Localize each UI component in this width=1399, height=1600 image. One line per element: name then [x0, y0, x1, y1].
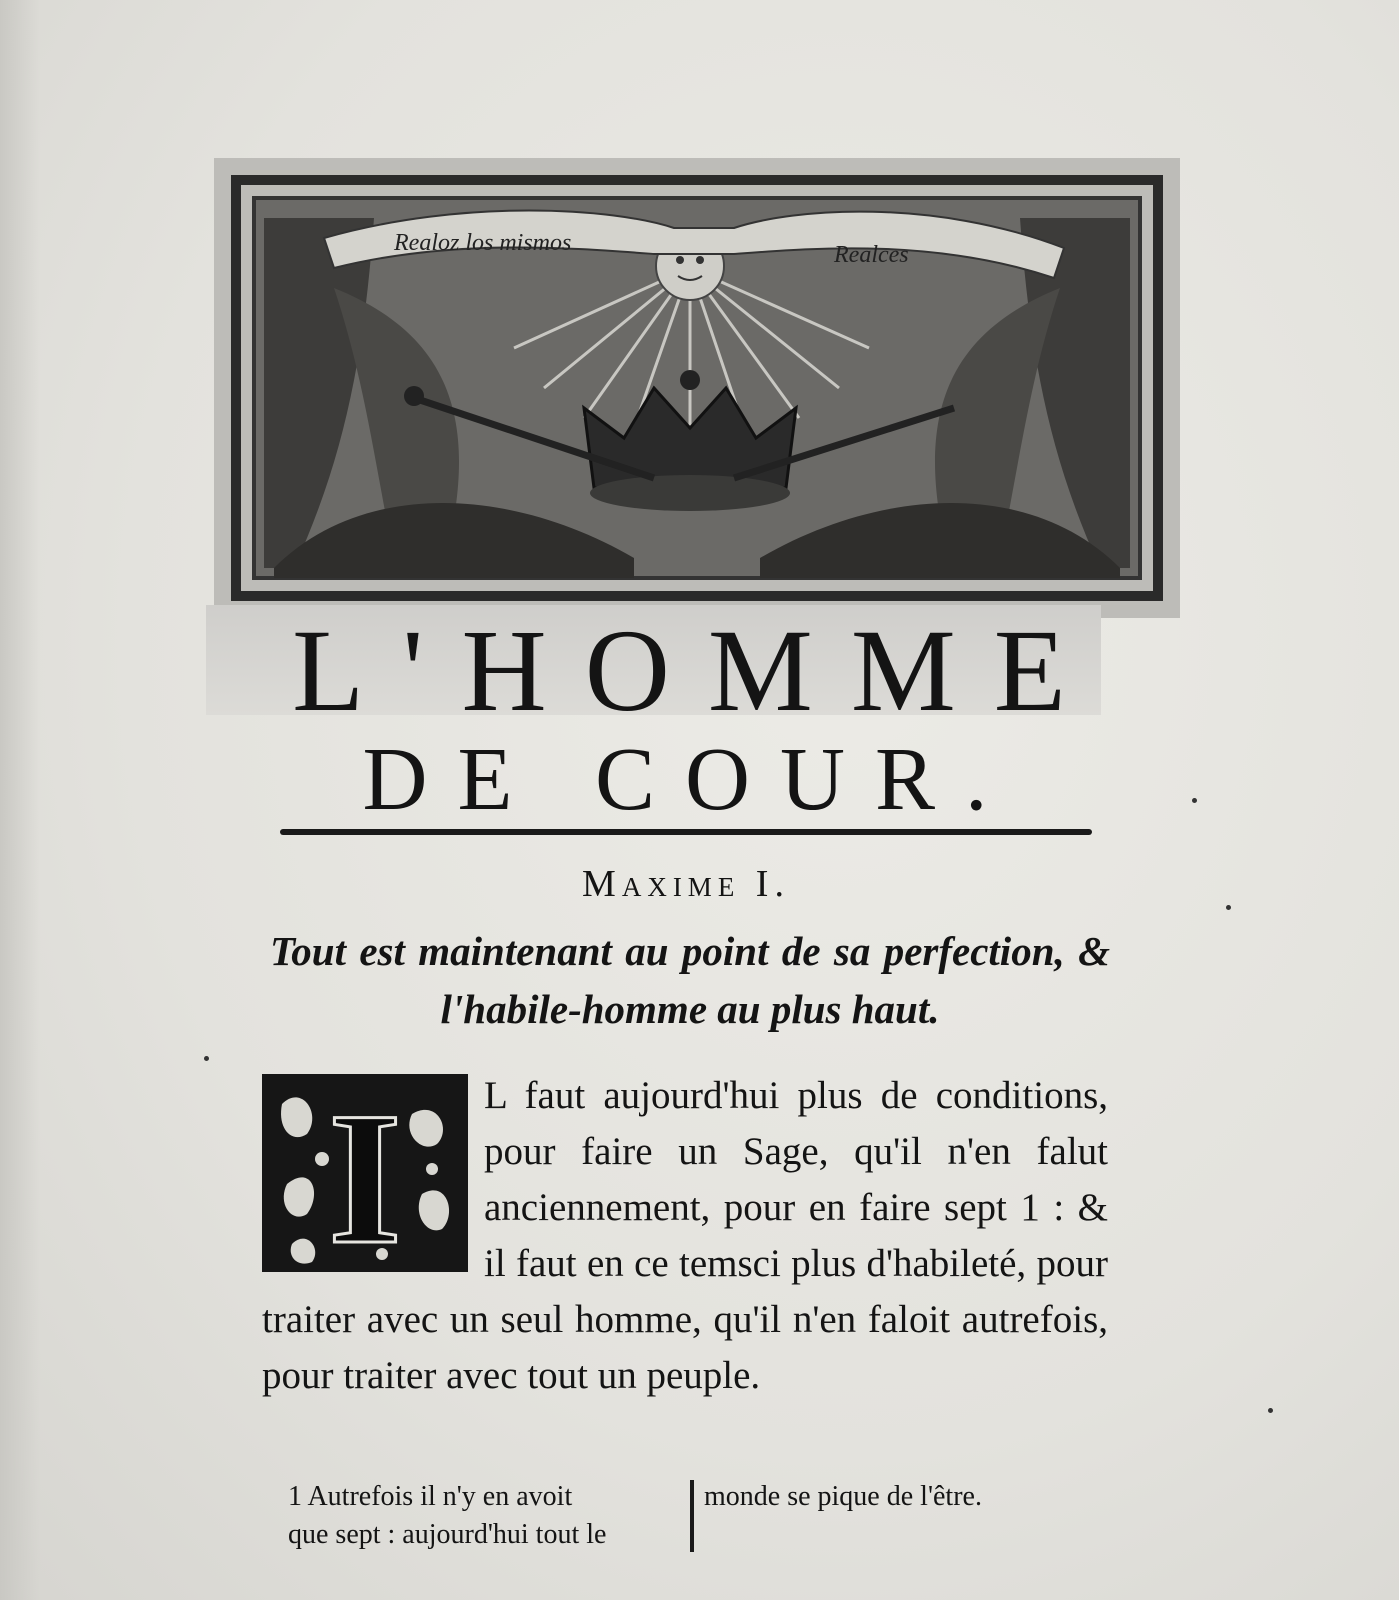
footnote-left-line-2: que sept : aujourd'hui tout le: [288, 1519, 607, 1550]
speck: [1226, 905, 1231, 910]
footnote-divider: [690, 1480, 694, 1552]
speck: [1192, 798, 1197, 803]
maxim-summary: Tout est maintenant au point de sa perfection, & l'habile-homme au plus haut.: [270, 928, 1110, 1032]
banner-text-right: Realces: [834, 242, 909, 268]
title-rule: [280, 829, 1092, 835]
page-shadow: [0, 0, 40, 1600]
speck: [204, 1056, 209, 1061]
banner-text-left: Realoz los mismos: [394, 230, 572, 256]
maxim-body: [262, 1068, 1108, 1404]
maxim-heading: Maxime I.: [582, 863, 790, 905]
dropcap-letter: I: [328, 1074, 402, 1272]
dropcap-ornament: [262, 1074, 468, 1272]
maxim-body-text: L faut aujourd'hui plus de conditions, pour faire un Sage, qu'il n'en falut anciennement, pour en faire sept 1 : & il faut en ce temsci plus d'habileté, pour traiter avec un seul homme, qu'il n'en faloit autrefois, pour traiter avec tout un peuple.: [262, 1074, 1108, 1397]
title-line-2: DE COUR.: [362, 730, 1018, 829]
footnote-left-line-1: 1 Autrefois il n'y en avoit: [288, 1481, 573, 1512]
title-line-1: L'HOMME: [292, 605, 1104, 736]
footnote-right-line-1: monde se pique de l'être.: [704, 1481, 982, 1512]
engraved-headpiece: [214, 158, 1180, 618]
speck: [1268, 1408, 1273, 1413]
